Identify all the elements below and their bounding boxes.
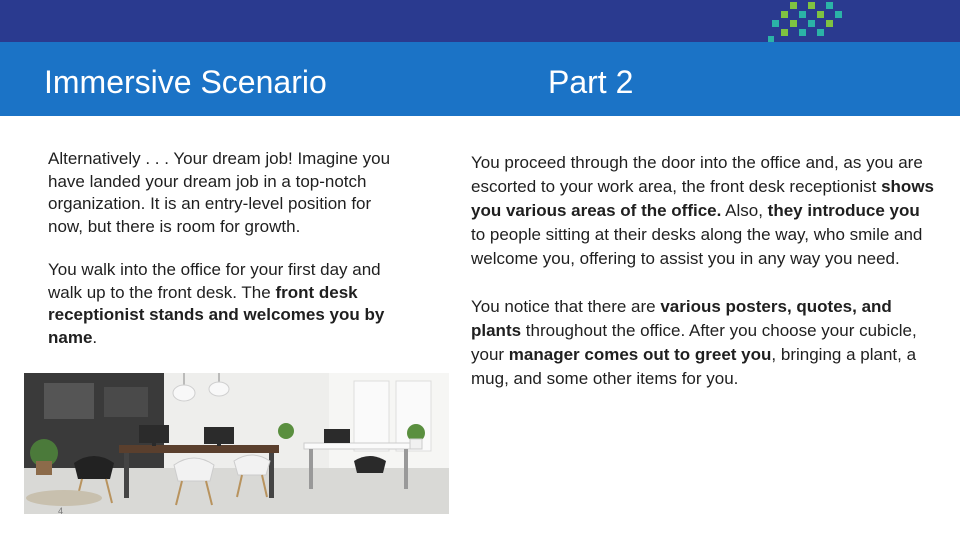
slide-subtitle: Part 2	[548, 64, 634, 100]
left-text-column	[48, 148, 408, 349]
right-paragraph-2: You notice that there are various posters, quotes, and plants throughout the office. After you choose your cubicle, your manager comes out to greet you, bringing a plant, a mug, and some other items for you.	[471, 297, 917, 388]
right-text-column	[471, 151, 936, 391]
left-paragraph-1: Alternatively . . . Your dream job! Imagine you have landed your dream job in a top-notch organization. It is an entry-level position for now, but there is room for growth.	[48, 149, 391, 236]
title-bar	[0, 42, 960, 116]
left-paragraph-2: You walk into the office for your first day and walk up to the front desk. The front desk receptionist stands and welcomes you by name.	[48, 260, 385, 347]
right-paragraph-1: You proceed through the door into the office and, as you are escorted to your work area, the front desk receptionist shows you various areas of the office. Also, they introduce you to people sitting at their desks along the way, who smile and welcome you, offering to assist you in any way you need.	[471, 153, 934, 268]
top-banner	[0, 0, 960, 42]
slide-number: 4	[58, 506, 64, 516]
slide-title: Immersive Scenario	[44, 64, 327, 100]
office-photo	[24, 373, 449, 514]
